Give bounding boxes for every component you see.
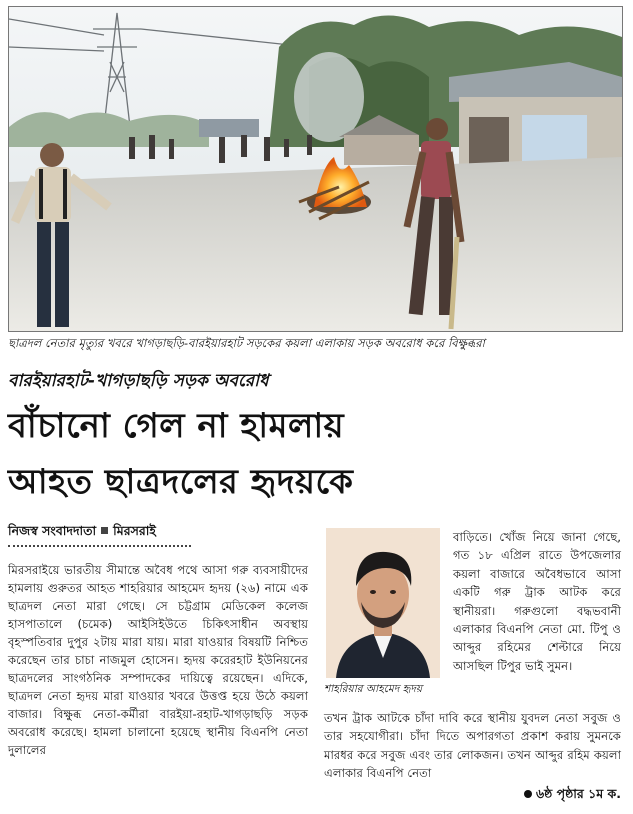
- road-blockade-photo: [9, 7, 622, 331]
- portrait-caption: শাহরিয়ার আহমেদ হৃদয়: [324, 683, 423, 695]
- article-body-right-bottom: তখন ট্রাক আটকে চাঁদা দাবি করে স্থানীয় যুবদল নেতা সবুজ ও তার সহযোগীরা। চাঁদা দিতে অপারগতা প্রকাশ করায় সুমনকে মারধর করে সবুজ এবং তার লোকজন। তখন আব্দুর রহিম কয়লা এলাকার বিএনপি নেতা: [324, 711, 621, 781]
- article-headline: [8, 398, 624, 510]
- bullet-dot-icon: [524, 790, 532, 798]
- square-bullet-icon: [101, 527, 108, 534]
- portrait-photo: [326, 528, 440, 678]
- article-column-left: [8, 561, 308, 759]
- article-column-right-top: [453, 528, 621, 675]
- byline-location: মিরসরাই: [113, 523, 156, 538]
- continued-label: ৬ষ্ঠ পৃষ্ঠার ১ম ক.: [535, 786, 621, 801]
- article-kicker: বারইয়ারহাট-খাগড়াছড়ি সড়ক অবরোধ: [8, 371, 269, 391]
- byline: [8, 523, 156, 543]
- byline-divider: [8, 545, 191, 547]
- continued-on-page[interactable]: [524, 786, 621, 806]
- headline-line-1: বাঁচানো গেল না হামলায়: [8, 406, 345, 446]
- photo-caption: ছাত্রদল নেতার মৃত্যুর খবরে খাগড়াছড়ি-বারইয়ারহাট সড়কের কয়লা এলাকায় সড়ক অবরোধ করে বিক্ষুব্ধরা: [8, 336, 485, 350]
- article-column-right-bottom: [324, 709, 621, 783]
- article-body-left: মিরসরাইয়ে ভারতীয় সীমান্তে অবৈধ পথে আসা গরু ব্যবসায়ীদের হামলায় গুরুতর আহত শাহরিয়ার আহমেদ হৃদয় (২৬) নামে এক ছাত্রদল নেতা মারা গেছে। সে চট্টগ্রাম মেডিকেল কলেজ হাসপাতালে (চমেক) আইসিইউতে চিকিৎসাধীন অবস্থায় বৃহস্পতিবার দুপুর ২টায় মারা যায়। মারা যাওয়ার বিষয়টি নিশ্চিত করেছেন তার চাচা নাজমুল হোসেন। হৃদয় করেরহাট ইউনিয়নের ছাত্রদলের সাংগঠনিক সম্পাদকের দায়িত্বে রয়েছেন। এদিকে, ছাত্রদল নেতা হৃদয় মারা যাওয়ার খবরে উত্তপ্ত হয়ে উঠে কয়লা বাজার। বিক্ষুব্ধ নেতা-কর্মীরা বারইয়া-রহাট-খাগড়াছড়ি সড়ক অবরোধ করেছে। হামলা চালানো হয়েছে স্থানীয় বিএনপি নেতা দুলালের: [8, 563, 308, 757]
- headline-line-2: আহত ছাত্রদলের হৃদয়কে: [8, 462, 354, 502]
- person-portrait: [326, 528, 440, 678]
- news-photo: [8, 6, 623, 332]
- byline-reporter: নিজস্ব সংবাদদাতা: [8, 523, 97, 538]
- article-body-right-top: বাড়িতে। খোঁজ নিয়ে জানা গেছে, গত ১৮ এপ্রিল রাতে উপজেলার কয়লা বাজারে অবৈধভাবে আসা একটি গরু ট্রাক আটক করে স্থানীয়রা। গরুগুলো বদ্ধভবানী এলাকার বিএনপি নেতা মো. টিপু ও আব্দুর রহিমের শেল্টারে নিয়ে আসছিল টিপুর ভাই সুমন।: [453, 530, 621, 673]
